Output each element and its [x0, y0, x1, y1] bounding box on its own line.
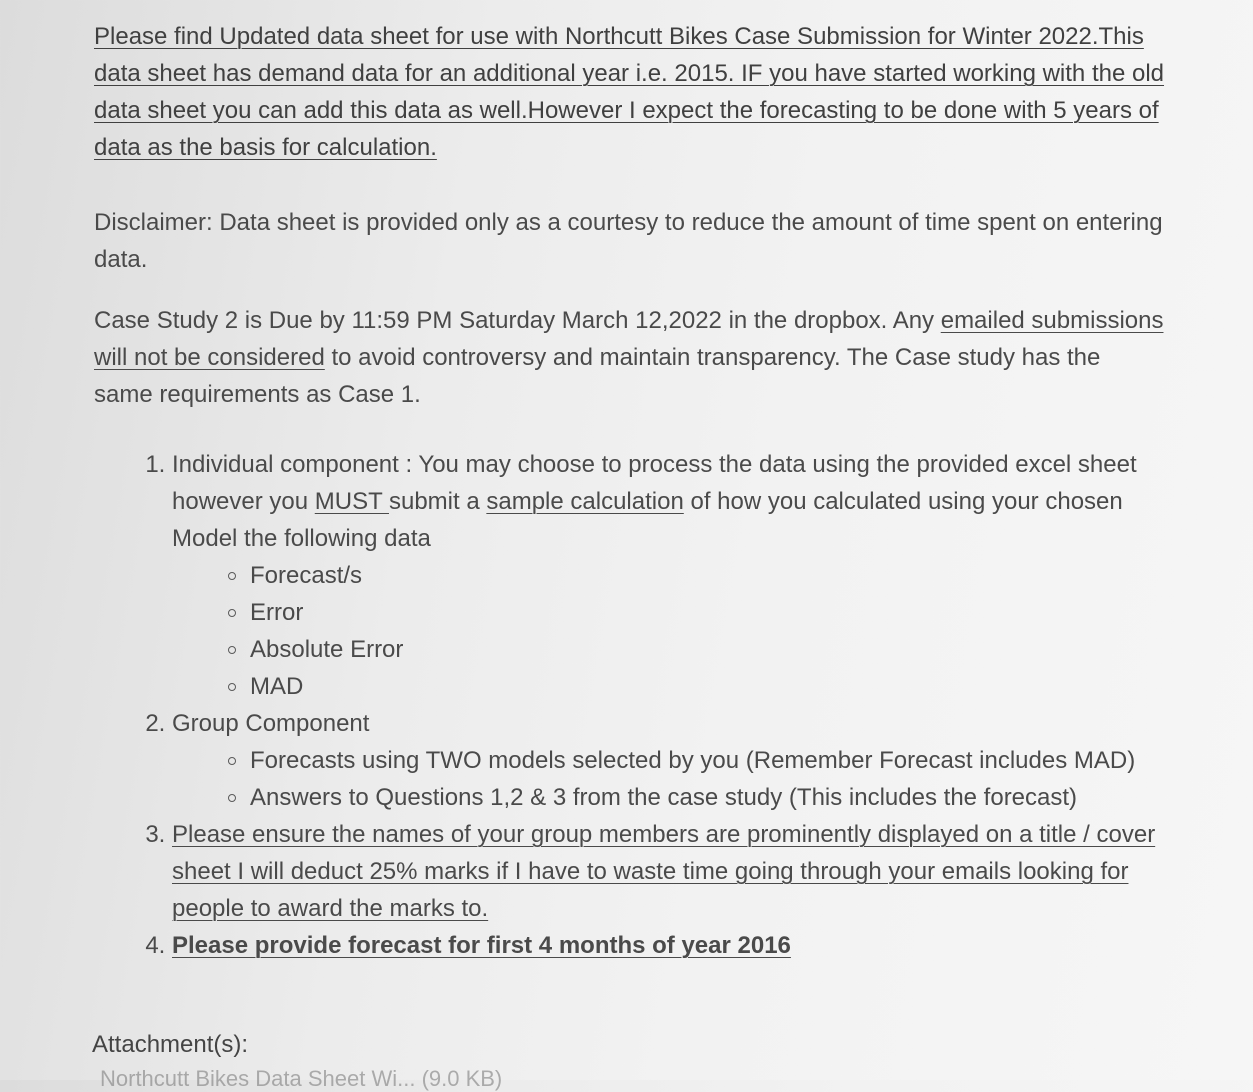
list-item: MAD	[250, 668, 1172, 705]
list-item-individual	[172, 446, 1172, 705]
item3-text: Please ensure the names of your group members are prominently displayed on a title / cover sheet I will deduct 25% marks if I have to waste time going through your emails looking for people to award the marks to.	[172, 821, 1156, 922]
item1-sample: sample calculation	[486, 488, 684, 515]
item2-text: Group Component	[172, 710, 370, 737]
requirements-list	[142, 446, 1172, 964]
list-item: Answers to Questions 1,2 & 3 from the case study (This includes the forecast)	[250, 779, 1172, 816]
intro-text[interactable]: Please find Updated data sheet for use with Northcutt Bikes Case Submission for Winter 2022.This data sheet has demand data for an additional year i.e. 2015. IF you have started working with the old data sheet you can add this data as well.However I expect the forecasting to be done with 5 years of data as the basis for calculation.	[94, 23, 1165, 161]
item1-part3: of how you calculated using your chosen Model the following data	[172, 488, 1123, 552]
item4-text: Please provide forecast for first 4 months of year 2016	[172, 932, 791, 959]
item1-must: MUST	[314, 488, 389, 515]
case-text-part2: to avoid controversy and maintain transparency. The Case study has the same requirements as Case 1.	[94, 344, 1101, 408]
attachments-label: Attachment(s):	[92, 1031, 249, 1058]
case-text-underlined: emailed submissions will not be considered	[94, 307, 1164, 371]
disclaimer-paragraph	[94, 204, 1164, 278]
list-item-forecast	[172, 927, 1172, 964]
intro-link[interactable]	[94, 18, 1164, 166]
item1-part1: Individual component : You may choose to process the data using the provided excel sheet however you	[172, 451, 1137, 515]
attachment-file-name[interactable]: Northcutt Bikes Data Sheet Wi... (9.0 KB)	[100, 1066, 503, 1091]
list-item: Absolute Error	[250, 631, 1172, 668]
list-item-names	[172, 816, 1172, 927]
item1-part2: submit a	[388, 488, 487, 515]
list-item: Forecasts using TWO models selected by you (Remember Forecast includes MAD)	[250, 742, 1172, 779]
individual-sublist	[172, 557, 1172, 705]
list-item: Forecast/s	[250, 557, 1172, 594]
list-item-group	[172, 705, 1172, 816]
case-due-paragraph	[94, 302, 1164, 413]
list-item: Error	[250, 594, 1172, 631]
attachment-file-link[interactable]	[100, 1066, 502, 1092]
group-sublist	[172, 742, 1172, 816]
case-text-part1: Case Study 2 is Due by 11:59 PM Saturday March 12,2022 in the dropbox. Any	[94, 307, 941, 334]
disclaimer-text: Disclaimer: Data sheet is provided only as a courtesy to reduce the amount of time spent on entering data.	[94, 209, 1163, 273]
